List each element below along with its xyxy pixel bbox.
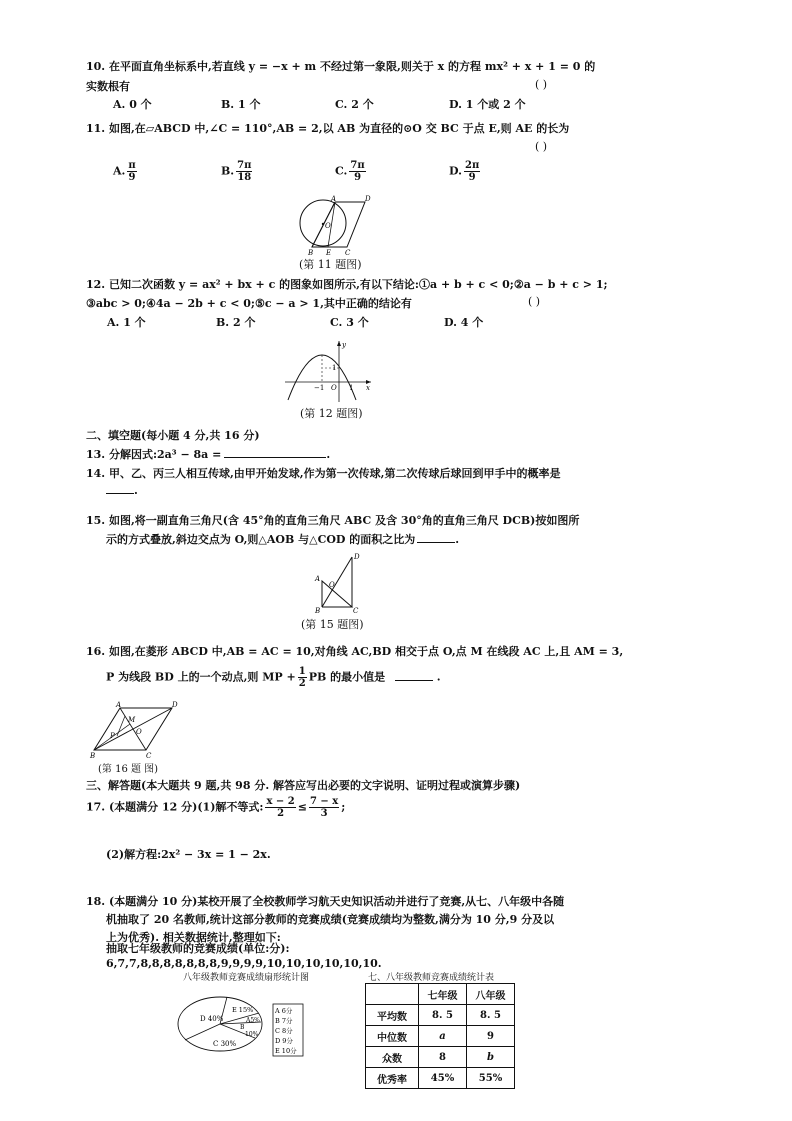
q14-line1: 14. 甲、乙、丙三人相互传球,由甲开始发球,作为第一次传球,第二次传球后球回到甲手中的概率是 — [86, 467, 561, 480]
q13-text: 13. 分解因式:2a³ − 8a = . — [86, 448, 331, 461]
table-row — [366, 1026, 515, 1047]
q18-line3: 上为优秀). 相关数据统计,整理如下: — [106, 931, 281, 944]
q18-line4: 抽取七年级教师的竞赛成绩(单位:分): — [106, 942, 290, 955]
q11-fig-label-e: E — [326, 249, 332, 257]
table-row — [366, 1005, 515, 1026]
q16-figure — [88, 700, 188, 762]
q15-answer-blank[interactable] — [417, 532, 455, 543]
q15-line1: 15. 如图,将一副直角三角尺(含 45°角的直角三角尺 ABC 及含 30°角的直角三角尺 DCB)按如图所 — [86, 514, 580, 527]
table-header-cell — [366, 984, 419, 1005]
q16-fig-label-c: C — [146, 752, 152, 760]
q11-figure — [295, 193, 375, 257]
q12-line2: ③abc > 0;④4a − 2b + c < 0;⑤c − a > 1,其中正确的结论有 — [86, 297, 412, 310]
q12-option-d: D. 4 个 — [444, 316, 484, 329]
q10-line1: 10. 在平面直角坐标系中,若直线 y = −x + m 不经过第一象限,则关于 x 的方程 mx² + x + 1 = 0 的 — [86, 60, 596, 73]
q11-fig-label-d: D — [365, 195, 371, 203]
q16-fig-label-o: O — [136, 728, 142, 736]
table-cell: 中位数 — [366, 1026, 419, 1047]
table-cell: 优秀率 — [366, 1068, 419, 1089]
q16-fig-label-a: A — [116, 701, 122, 709]
q11-option-d: D. $\frac{2\pi}{9}$ — [449, 160, 480, 183]
legend-item-b: B 7分 — [275, 1017, 293, 1025]
q11-option-a: A. $\frac{\pi}{9}$ — [113, 160, 136, 183]
q15-caption: (第 15 题图) — [301, 618, 364, 631]
q12-parabola-figure — [285, 338, 375, 403]
table-header-cell: 八年级 — [467, 984, 515, 1005]
q16-caption: (第 16 题 图) — [98, 764, 159, 775]
q16-line1: 16. 如图,在菱形 ABCD 中,AB = AC = 10,对角线 AC,BD 相交于点 O,点 M 在线段 AC 上,且 AM = 3, — [86, 645, 624, 658]
q18-pie-chart — [175, 988, 310, 1063]
pie-label-d: D 40% — [200, 1015, 224, 1023]
q17-part1: 17. (本题满分 12 分)(1)解不等式: $\frac{x - 2}{2}$ ≤ $\frac{7 - x}{3}$ ; — [86, 796, 346, 819]
q12-option-c: C. 3 个 — [330, 316, 369, 329]
q12-fig-label-o: O — [331, 384, 337, 392]
table-row — [366, 1068, 515, 1089]
q12-fig-label-y: y — [342, 341, 346, 349]
table-header-cell: 七年级 — [419, 984, 467, 1005]
table-row — [366, 1047, 515, 1068]
legend-item-c: C 8分 — [275, 1027, 293, 1035]
grade-stats-table — [365, 983, 515, 1089]
table-cell: 8. 5 — [467, 1005, 515, 1026]
q11-fig-label-a: A — [331, 195, 337, 203]
table-cell: 8. 5 — [419, 1005, 467, 1026]
pie-label-c: C 30% — [213, 1040, 237, 1048]
section2-heading: 二、填空题(每小题 4 分,共 16 分) — [86, 429, 260, 442]
q18-line1: 18. (本题满分 10 分)某校开展了全校教师学习航天史知识活动并进行了竞赛,从七、八年级中各随 — [86, 895, 565, 908]
q10-line2: 实数根有 — [86, 80, 130, 93]
q16-fig-label-d: D — [172, 701, 178, 709]
q10-option-b: B. 1 个 — [221, 98, 261, 111]
q13-answer-blank[interactable] — [224, 447, 326, 458]
table-cell: 55% — [467, 1068, 515, 1089]
q12-option-b: B. 2 个 — [216, 316, 256, 329]
q15-figure — [310, 551, 365, 615]
q18-line2: 机抽取了 20 名教师,统计这部分教师的竞赛成绩(竞赛成绩均为整数,满分为 10 分,9 分及以 — [106, 913, 555, 926]
q15-fig-label-b: B — [315, 607, 321, 615]
q14-answer-blank[interactable] — [106, 483, 134, 494]
q18-line5: 6,7,7,8,8,8,8,8,8,8,9,9,9,9,10,10,10,10,10,10. — [106, 957, 382, 970]
pie-label-a: A5% — [246, 1017, 260, 1024]
legend-item-a: A 6分 — [275, 1007, 293, 1015]
q16-line2: P 为线段 BD 上的一个动点,则 MP + $\frac{1}{2}$ PB 的最小值是 . — [106, 666, 441, 689]
q11-option-b: B. $\frac{7\pi}{18}$ — [221, 160, 252, 183]
pie-slice-boundary — [185, 1024, 220, 1040]
q12-fig-label-neg-one: −1 — [314, 384, 325, 392]
q12-caption: (第 12 题图) — [300, 407, 363, 420]
pie-label-b: B — [240, 1024, 245, 1031]
table-cell: b — [467, 1047, 515, 1068]
q10-option-a: A. 0 个 — [113, 98, 152, 111]
q12-answer-paren: ( ) — [528, 295, 541, 308]
q15-fig-label-c: C — [353, 607, 359, 615]
q10-option-c: C. 2 个 — [335, 98, 374, 111]
table-title: 七、八年级教师竞赛成绩统计表 — [368, 973, 495, 983]
table-cell: 8 — [419, 1047, 467, 1068]
q11-fig-label-o: O — [325, 222, 331, 230]
pie-label-b-percent: 10% — [245, 1031, 259, 1038]
q12-option-a: A. 1 个 — [107, 316, 146, 329]
q15-fig-label-a: A — [315, 575, 321, 583]
q16-fig-label-m: M — [128, 716, 136, 724]
legend-item-d: D 9分 — [275, 1037, 293, 1045]
q15-line2: 示的方式叠放,斜边交点为 O,则△AOB 与△COD 的面积之比为 . — [106, 533, 460, 546]
table-header-row — [366, 984, 515, 1005]
pie-chart-title: 八年级教师竞赛成绩扇形统计图 — [183, 973, 310, 983]
table-cell: 众数 — [366, 1047, 419, 1068]
pie-label-e: E 15% — [232, 1006, 254, 1014]
q11-fig-label-b: B — [308, 249, 314, 257]
q11-line1: 11. 如图,在▱ABCD 中,∠C = 110°,AB = 2,以 AB 为直径的⊙O 交 BC 于点 E,则 AE 的长为 — [86, 122, 570, 135]
section3-heading: 三、解答题(本大题共 9 题,共 98 分. 解答应写出必要的文字说明、证明过程或演算步骤) — [86, 779, 521, 792]
legend-item-e: E 10分 — [275, 1047, 297, 1055]
q11-option-c: C. $\frac{7\pi}{9}$ — [335, 160, 365, 183]
table-cell: a — [419, 1026, 467, 1047]
q12-fig-label-x: x — [366, 384, 370, 392]
q16-answer-blank[interactable] — [395, 670, 433, 681]
q10-answer-paren: ( ) — [535, 78, 548, 91]
q10-option-d: D. 1 个或 2 个 — [449, 98, 526, 111]
q12-fig-label-y-one: 1 — [332, 364, 337, 372]
q16-fig-label-p: P — [110, 732, 115, 740]
q17-part2: (2)解方程:2x² − 3x = 1 − 2x. — [106, 848, 271, 861]
q12-line1: 12. 已知二次函数 y = ax² + bx + c 的图象如图所示,有以下结论:①a + b + c < 0;②a − b + c > 1; — [86, 278, 608, 291]
q16-fig-label-b: B — [90, 752, 96, 760]
table-cell: 9 — [467, 1026, 515, 1047]
q14-line2: . — [106, 483, 138, 497]
q11-caption: (第 11 题图) — [299, 258, 362, 271]
q15-fig-label-o: O — [329, 581, 335, 589]
q11-answer-paren: ( ) — [535, 140, 548, 153]
table-cell: 平均数 — [366, 1005, 419, 1026]
q12-fig-label-one: 1 — [349, 384, 354, 392]
q15-fig-label-d: D — [354, 553, 360, 561]
table-cell: 45% — [419, 1068, 467, 1089]
q11-fig-label-c: C — [345, 249, 351, 257]
